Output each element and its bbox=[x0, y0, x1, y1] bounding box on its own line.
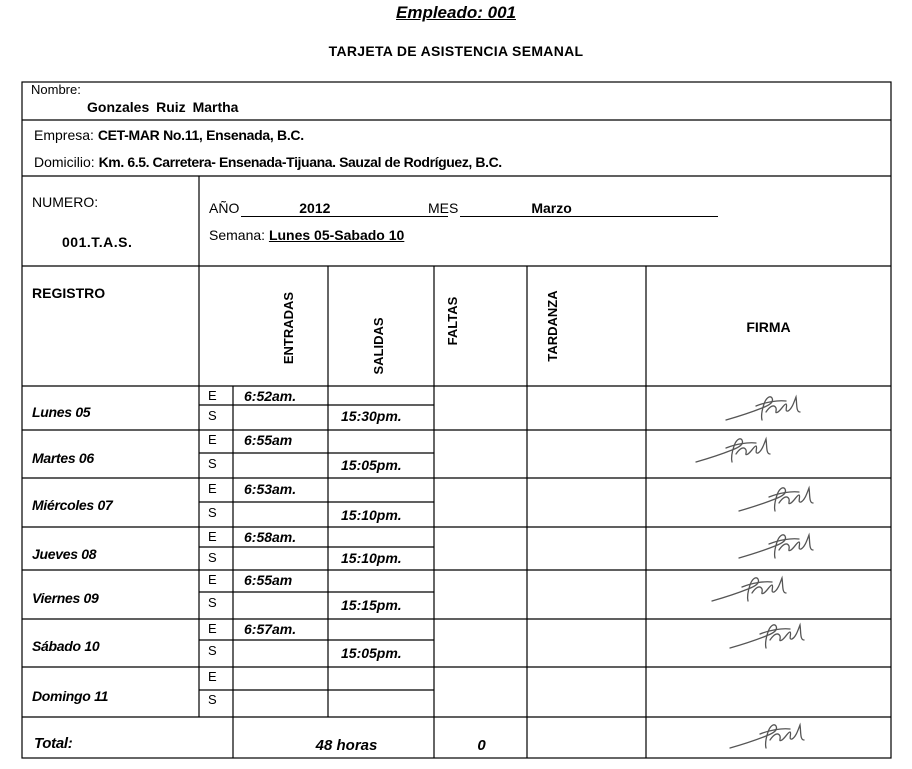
col-salidas: SALIDAS bbox=[371, 317, 386, 375]
total-hours: 48 horas bbox=[315, 737, 378, 754]
anio-mes-row bbox=[209, 200, 448, 217]
entrada-time: 6:58am. bbox=[244, 529, 297, 545]
domicilio-label: Domicilio: bbox=[34, 154, 95, 170]
day-label: Lunes 05 bbox=[32, 404, 91, 420]
col-firma: FIRMA bbox=[746, 319, 791, 335]
salida-marker: S bbox=[208, 456, 217, 471]
semana-row bbox=[209, 227, 404, 243]
mes-value: Marzo bbox=[531, 200, 572, 216]
signature-image bbox=[692, 434, 776, 468]
empresa-value: CET-MAR No.11, Ensenada, B.C. bbox=[97, 127, 304, 143]
signature-image bbox=[735, 483, 819, 517]
entrada-time: 6:52am. bbox=[244, 388, 297, 404]
signature-image bbox=[708, 573, 792, 607]
salida-time: 15:10pm. bbox=[341, 507, 402, 523]
signature-image bbox=[726, 720, 810, 754]
employee-title: Empleado: 001 bbox=[396, 3, 516, 22]
anio-value: 2012 bbox=[299, 200, 331, 216]
mes-label: MES bbox=[428, 200, 459, 216]
col-faltas: FALTAS bbox=[445, 296, 460, 346]
signature-image bbox=[735, 530, 819, 564]
salida-marker: S bbox=[208, 643, 217, 658]
entrada-time: 6:55am bbox=[244, 432, 293, 448]
total-faltas: 0 bbox=[477, 737, 486, 754]
col-entradas: ENTRADAS bbox=[281, 291, 296, 365]
semana-label: Semana: bbox=[209, 227, 266, 243]
day-label: Martes 06 bbox=[32, 450, 94, 466]
numero-value: 001.T.A.S. bbox=[62, 234, 133, 250]
col-tardanza: TARDANZA bbox=[545, 290, 560, 362]
salida-time: 15:15pm. bbox=[341, 597, 402, 613]
total-label: Total: bbox=[34, 735, 73, 752]
salida-marker: S bbox=[208, 595, 217, 610]
salida-time: 15:05pm. bbox=[341, 645, 402, 661]
mes-row bbox=[428, 200, 718, 217]
entrada-time: 6:55am bbox=[244, 572, 293, 588]
card-title: TARJETA DE ASISTENCIA SEMANAL bbox=[328, 43, 584, 59]
entrada-marker: E bbox=[208, 481, 217, 496]
entrada-marker: E bbox=[208, 669, 217, 684]
entrada-marker: E bbox=[208, 529, 217, 544]
entrada-marker: E bbox=[208, 388, 217, 403]
day-label: Miércoles 07 bbox=[32, 497, 113, 513]
signature-image bbox=[722, 392, 806, 426]
salida-marker: S bbox=[208, 550, 217, 565]
entrada-marker: E bbox=[208, 432, 217, 447]
salida-time: 15:10pm. bbox=[341, 550, 402, 566]
salida-marker: S bbox=[208, 505, 217, 520]
day-label: Viernes 09 bbox=[32, 590, 99, 606]
semana-value: Lunes 05-Sabado 10 bbox=[268, 227, 405, 243]
entrada-marker: E bbox=[208, 621, 217, 636]
entrada-marker: E bbox=[208, 572, 217, 587]
empresa-row bbox=[34, 127, 304, 143]
entrada-time: 6:53am. bbox=[244, 481, 297, 497]
empresa-label: Empresa: bbox=[34, 127, 94, 143]
day-label: Jueves 08 bbox=[32, 546, 97, 562]
nombre-value: Gonzales Ruiz Martha bbox=[87, 99, 239, 115]
day-label: Domingo 11 bbox=[32, 688, 109, 704]
domicilio-row bbox=[34, 154, 502, 170]
day-label: Sábado 10 bbox=[32, 638, 100, 654]
entrada-time: 6:57am. bbox=[244, 621, 297, 637]
salida-marker: S bbox=[208, 692, 217, 707]
col-registro: REGISTRO bbox=[32, 285, 106, 301]
salida-time: 15:05pm. bbox=[341, 457, 402, 473]
domicilio-value: Km. 6.5. Carretera- Ensenada-Tijuana. Sauzal de Rodríguez, B.C. bbox=[98, 154, 502, 170]
numero-label: NUMERO: bbox=[32, 194, 99, 210]
nombre-label: Nombre: bbox=[31, 82, 81, 97]
salida-time: 15:30pm. bbox=[341, 408, 402, 424]
anio-label: AÑO bbox=[209, 200, 240, 216]
signature-image bbox=[726, 620, 810, 654]
salida-marker: S bbox=[208, 408, 217, 423]
